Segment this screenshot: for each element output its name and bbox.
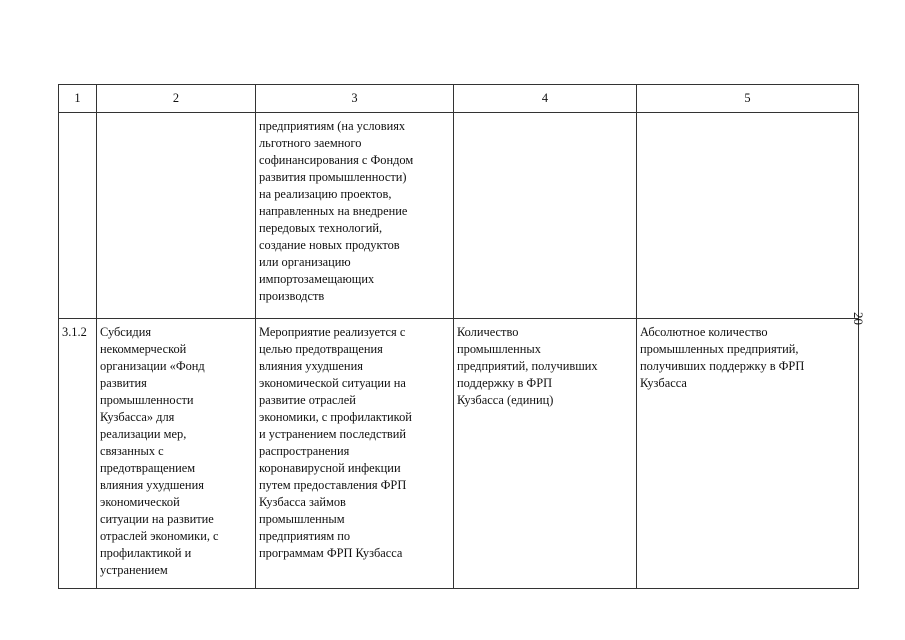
row2-method-cell [637, 319, 859, 589]
cell-text-line: софинансирования с Фондом [259, 153, 414, 167]
cell-text-line: Субсидия [100, 325, 152, 339]
cell-text-line: программам ФРП Кузбасса [259, 546, 403, 560]
cell-text-line: организации «Фонд [100, 359, 205, 373]
cell-text-line: Количество [457, 325, 519, 339]
row1-description-cell [256, 113, 454, 319]
header-col-1: 1 [59, 85, 97, 113]
cell-text-line: или организацию [259, 255, 351, 269]
cell-text-line: получивших поддержку в ФРП [640, 359, 805, 373]
cell-text-line: влияния ухудшения [259, 359, 363, 373]
cell-text-line: Кузбасса [640, 376, 687, 390]
cell-text-line: импортозамещающих [259, 272, 375, 286]
cell-text-line: экономической ситуации на [259, 376, 406, 390]
table-row [59, 319, 859, 589]
cell-text-line: предприятий, получивших [457, 359, 598, 373]
cell-text-line: экономической [100, 495, 180, 509]
cell-text-line: экономики, с профилактикой [259, 410, 412, 424]
cell-text-line: промышленных [457, 342, 541, 356]
cell-text-line: влияния ухудшения [100, 478, 204, 492]
cell-text-line: Мероприятие реализуется с [259, 325, 406, 339]
cell-text-line: льготного заемного [259, 136, 362, 150]
cell-text-line: профилактикой и [100, 546, 192, 560]
cell-text-line: производств [259, 289, 325, 303]
page-number: 20 [851, 312, 866, 325]
cell-text-line: коронавирусной инфекции [259, 461, 401, 475]
cell-text-line: Кузбасса займов [259, 495, 346, 509]
header-col-3: 3 [256, 85, 454, 113]
cell-text-line: промышленности [100, 393, 194, 407]
cell-text-line: промышленных предприятий, [640, 342, 799, 356]
cell-text-line: развитие отраслей [259, 393, 356, 407]
cell-text-line: развития промышленности) [259, 170, 407, 184]
row2-indicator-cell [454, 319, 637, 589]
header-row [59, 85, 859, 113]
cell-text-line: реализации мер, [100, 427, 187, 441]
table-row [59, 113, 859, 319]
row2-number-cell: 3.1.2 [59, 319, 97, 589]
cell-text-line: устранением [100, 563, 168, 577]
header-col-4: 4 [454, 85, 637, 113]
cell-text-line: направленных на внедрение [259, 204, 408, 218]
cell-text-line: предприятиям (на условиях [259, 119, 406, 133]
cell-text-line: развития [100, 376, 147, 390]
cell-text-line: передовых технологий, [259, 221, 383, 235]
cell-text-line: целью предотвращения [259, 342, 383, 356]
cell-text-line: Кузбасса (единиц) [457, 393, 554, 407]
row1-name-cell [97, 113, 256, 319]
cell-text-line: ситуации на развитие [100, 512, 214, 526]
cell-text-line: Кузбасса» для [100, 410, 175, 424]
program-table [58, 84, 859, 589]
cell-text-line: предприятиям по [259, 529, 351, 543]
row1-method-cell [637, 113, 859, 319]
row1-indicator-cell [454, 113, 637, 319]
row2-description-cell [256, 319, 454, 589]
cell-text-line: распространения [259, 444, 350, 458]
row2-name-cell [97, 319, 256, 589]
cell-text-line: и устранением последствий [259, 427, 406, 441]
cell-text-line: предотвращением [100, 461, 196, 475]
cell-text-line: некоммерческой [100, 342, 187, 356]
cell-text-line: создание новых продуктов [259, 238, 400, 252]
cell-text-line: путем предоставления ФРП [259, 478, 407, 492]
cell-text-line: связанных с [100, 444, 164, 458]
header-col-5: 5 [637, 85, 859, 113]
cell-text-line: отраслей экономики, с [100, 529, 219, 543]
header-col-2: 2 [97, 85, 256, 113]
cell-text-line: поддержку в ФРП [457, 376, 553, 390]
cell-text-line: промышленным [259, 512, 345, 526]
row1-number-cell [59, 113, 97, 319]
cell-text-line: Абсолютное количество [640, 325, 768, 339]
cell-text-line: на реализацию проектов, [259, 187, 392, 201]
